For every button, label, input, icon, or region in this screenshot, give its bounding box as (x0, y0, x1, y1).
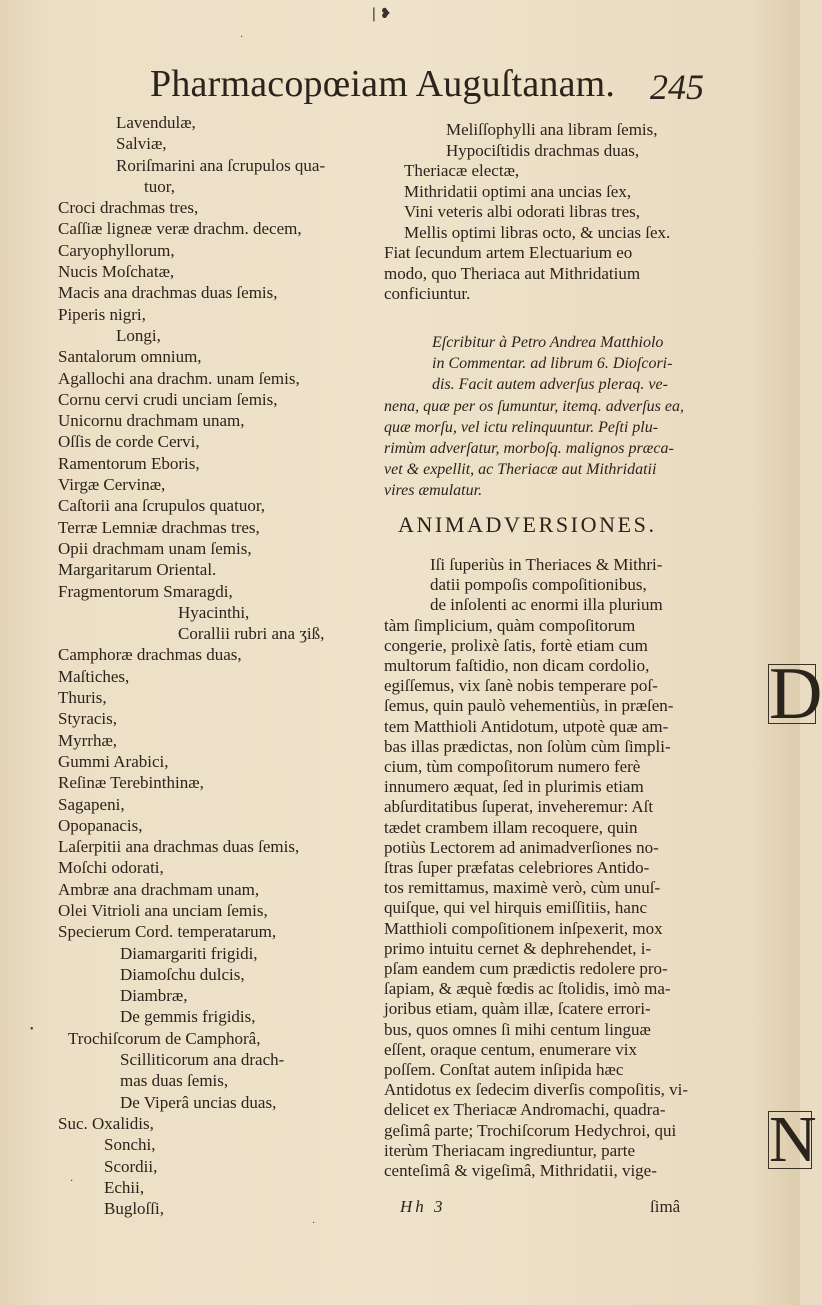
animadversiones-line: cium, tùm compoſitorum numero ferè (384, 757, 641, 777)
left-column-line: Santalorum omnium, (58, 347, 202, 367)
animadversiones-line: delicet ex Theriacæ Andromachi, quadra- (384, 1100, 666, 1120)
left-column-line: Scordii, (104, 1156, 158, 1176)
ink-speck: • (30, 1024, 34, 1035)
animadversiones-line: Antidotus ex ſedecim diverſis compoſitis, vi- (384, 1080, 689, 1100)
left-column-line: Gummi Arabici, (58, 751, 169, 771)
animadversiones-line: eſſent, oraque centum, enumerare vix (384, 1039, 637, 1059)
left-column-line: Longi, (116, 325, 161, 345)
animadversiones-line: Matthioli compoſitionem inſpexerit, mox (384, 918, 663, 938)
description-line: Eſcribitur à Petro Andrea Matthiolo (432, 334, 664, 351)
left-column-line: Thuris, (58, 688, 107, 708)
description-line: quæ morſu, vel ictu relinquuntur. Peſti plu- (384, 418, 659, 436)
description-line: vet & expellit, ac Theriacæ aut Mithridatii (384, 461, 657, 479)
left-column-line: Echii, (104, 1177, 145, 1197)
animadversiones-line: potiùs Lectorem ad animadverſiones no- (384, 837, 659, 857)
description-dropcap: D (769, 653, 822, 735)
left-column-line: Sagapeni, (58, 794, 125, 814)
animadversiones-line: congerie, prolixè ſatis, fortè etiam cum (384, 635, 648, 655)
left-column-line: Croci drachmas tres, (58, 198, 199, 218)
left-column-line: Trochiſcorum de Camphorâ, (68, 1028, 261, 1048)
left-column-line: mas duas ſemis, (120, 1071, 229, 1091)
left-column-line: Diamargariti frigidi, (120, 943, 258, 963)
animadversiones-dropcap: N (769, 1103, 817, 1176)
animadversiones-paragraph (384, 555, 817, 1181)
right-column-recipe-continuation (384, 120, 716, 305)
animadversiones-line: egiſſemus, vix ſanè nobis temperare poſ- (384, 676, 658, 696)
left-column-line: Reſinæ Terebinthinæ, (58, 773, 204, 793)
animadversiones-line: datii pompoſis compoſitionibus, (430, 575, 647, 595)
left-column-line: Agallochi ana drachm. unam ſemis, (58, 368, 300, 388)
animadversiones-line: quiſque, qui vel hirquis emiſſitiis, hanc (384, 898, 647, 918)
left-column-line: Opii drachmam unam ſemis, (58, 538, 252, 558)
left-column-line: Piperis nigri, (58, 304, 146, 324)
right-column-line: Theriacæ electæ, (404, 161, 520, 180)
animadversiones-line: poſſem. Conſtat autem inſipida hæc (384, 1060, 624, 1080)
animadversiones-line: Iſi ſuperiùs in Theriaces & Mithri- (430, 555, 663, 574)
right-column-line: modo, quo Theriaca aut Mithridatium (384, 263, 641, 283)
left-column-line: Salviæ, (116, 134, 167, 154)
left-column-line: Styracis, (58, 709, 118, 729)
animadversiones-heading: ANIMADVERSIONES. (398, 512, 657, 537)
left-column-line: tuor, (144, 176, 175, 196)
ink-speck: · (312, 1218, 316, 1229)
left-column-line: Scilliticorum ana drach- (120, 1050, 285, 1070)
animadversiones-line: ſemus, quin paulò vehementiùs, in præſen- (384, 696, 674, 716)
left-column-line: Caryophyllorum, (58, 240, 175, 260)
left-column-line: Hyacinthi, (178, 602, 250, 622)
right-column-line: conficiuntur. (384, 284, 471, 303)
left-column-line: Lavendulæ, (116, 113, 196, 132)
left-column-line: Myrrhæ, (58, 730, 118, 750)
left-column-line: Ambræ ana drachmam unam, (58, 879, 260, 899)
animadversiones-line: de inſolenti ac enormi illa plurium (430, 595, 663, 615)
left-column-line: Unicornu drachmam unam, (58, 411, 245, 431)
right-column-line: Mellis optimi libras octo, & uncias ſex. (404, 222, 671, 242)
left-column-line: De Viperâ uncias duas, (120, 1092, 277, 1112)
left-column-line: Fragmentorum Smaragdi, (58, 581, 233, 601)
animadversiones-line: centeſimâ & vigeſimâ, Mithridatii, vige- (384, 1161, 657, 1181)
right-column-line: Hypociſtidis drachmas duas, (446, 140, 640, 160)
left-column-line: Terræ Lemniæ drachmas tres, (58, 517, 260, 537)
left-column-line: Specierum Cord. temperatarum, (58, 922, 277, 942)
animadversiones-line: tem Matthioli Antidotum, utpotè quæ am- (384, 716, 669, 736)
description-line: vires æmulatur. (384, 482, 483, 500)
left-column-line: Margaritarum Oriental. (58, 560, 217, 580)
animadversiones-line: bus, quos omnes ſi mihi centum linguæ (384, 1019, 651, 1039)
description-line: dis. Facit autem adverſus pleraq. ve- (432, 376, 668, 394)
animadversiones-line: pſam eandem cum prædictis redolere pro- (384, 959, 668, 979)
animadversiones-line: tædet crambem illam recoquere, quin (384, 817, 638, 837)
right-column-line: Meliſſophylli ana libram ſemis, (446, 120, 658, 139)
left-column-line: Diambræ, (120, 986, 188, 1006)
animadversiones-line: primo intuitu cernet & dephrehendet, i- (384, 938, 652, 958)
right-column-line: Mithridatii optimi ana uncias ſex, (404, 181, 632, 201)
animadversiones-line: joribus etiam, quàm illæ, ſcatere errori- (384, 999, 651, 1019)
animadversiones-line: tàm ſimplicium, quàm compoſitorum (384, 615, 636, 635)
left-column-line: Maſtiches, (58, 666, 130, 686)
page-number: 245 (650, 67, 704, 107)
left-column-line: Suc. Oxalidis, (58, 1113, 154, 1133)
description-line: rimùm adverſatur, morboſq. malignos præca- (384, 440, 674, 458)
animadversiones-line: iterùm Theriacam ingrediuntur, parte (384, 1140, 636, 1160)
left-column-recipe-list (58, 112, 378, 1219)
animadversiones-line: bas illas prædictas, non ſolùm cùm ſimpli- (384, 736, 671, 756)
left-column-line: Caſtorii ana ſcrupulos quatuor, (58, 496, 266, 516)
left-column-line: Opopanacis, (58, 815, 143, 835)
animadversiones-line: innumero æquat, ſed in plurimis etiam (384, 777, 644, 797)
description-line: in Commentar. ad librum 6. Dioſcori- (432, 355, 673, 373)
ink-speck: · (70, 1176, 74, 1187)
left-column-line: Laſerpitii ana drachmas duas ſemis, (58, 837, 300, 857)
left-column-line: Olei Vitrioli ana unciam ſemis, (58, 900, 268, 920)
left-column-line: Moſchi odorati, (58, 858, 164, 878)
left-column-line: Corallii rubri ana ʒiß, (178, 624, 325, 644)
animadversiones-line: multorum faſtidio, non dicam cordolio, (384, 656, 650, 676)
left-column-line: Nucis Moſchatæ, (58, 262, 175, 282)
left-column-line: Ramentorum Eboris, (58, 453, 200, 473)
left-column-line: Diamoſchu dulcis, (120, 964, 245, 984)
catchword: ſimâ (650, 1197, 681, 1216)
animadversiones-line: tos remittamus, maximè verò, cùm unuſ- (384, 878, 661, 898)
ink-speck: · (240, 32, 244, 43)
left-column-line: De gemmis frigidis, (120, 1007, 256, 1027)
running-head-title: Pharmacopœiam Auguſtanam. (150, 63, 616, 105)
left-column-line: Oſſis de corde Cervi, (58, 432, 200, 452)
animadversiones-line: abſurditatibus ſuperat, inveheremur: Aſt (384, 797, 654, 817)
signature-mark: Hh 3 (400, 1197, 446, 1216)
description-line: nena, quæ per os ſumuntur, itemq. adverſus ea, (384, 397, 684, 415)
right-column-line: Vini veteris albi odorati libras tres, (404, 202, 640, 221)
left-column-line: Bugloſſi, (104, 1199, 164, 1219)
page-top-mark: ❘❥ (368, 7, 392, 22)
left-column-line: Macis ana drachmas duas ſemis, (58, 283, 278, 303)
left-column-line: Caſſiæ ligneæ veræ drachm. decem, (58, 219, 302, 239)
left-column-line: Cornu cervi crudi unciam ſemis, (58, 389, 278, 409)
animadversiones-line: ſtras ſuper præfatas celebriores Antido- (384, 858, 650, 878)
animadversiones-line: geſimâ parte; Trochiſcorum Hedychroi, qui (384, 1120, 677, 1140)
right-column-line: Fiat ſecundum artem Electuarium eo (384, 243, 633, 262)
left-column-line: Virgæ Cervinæ, (58, 475, 166, 495)
left-column-line: Camphoræ drachmas duas, (58, 645, 242, 665)
left-column-line: Roriſmarini ana ſcrupulos qua- (116, 155, 326, 175)
animadversiones-line: ſapiam, & æquè fœdis ac ſtolidis, imò ma- (384, 979, 671, 999)
left-column-line: Sonchi, (104, 1135, 156, 1155)
